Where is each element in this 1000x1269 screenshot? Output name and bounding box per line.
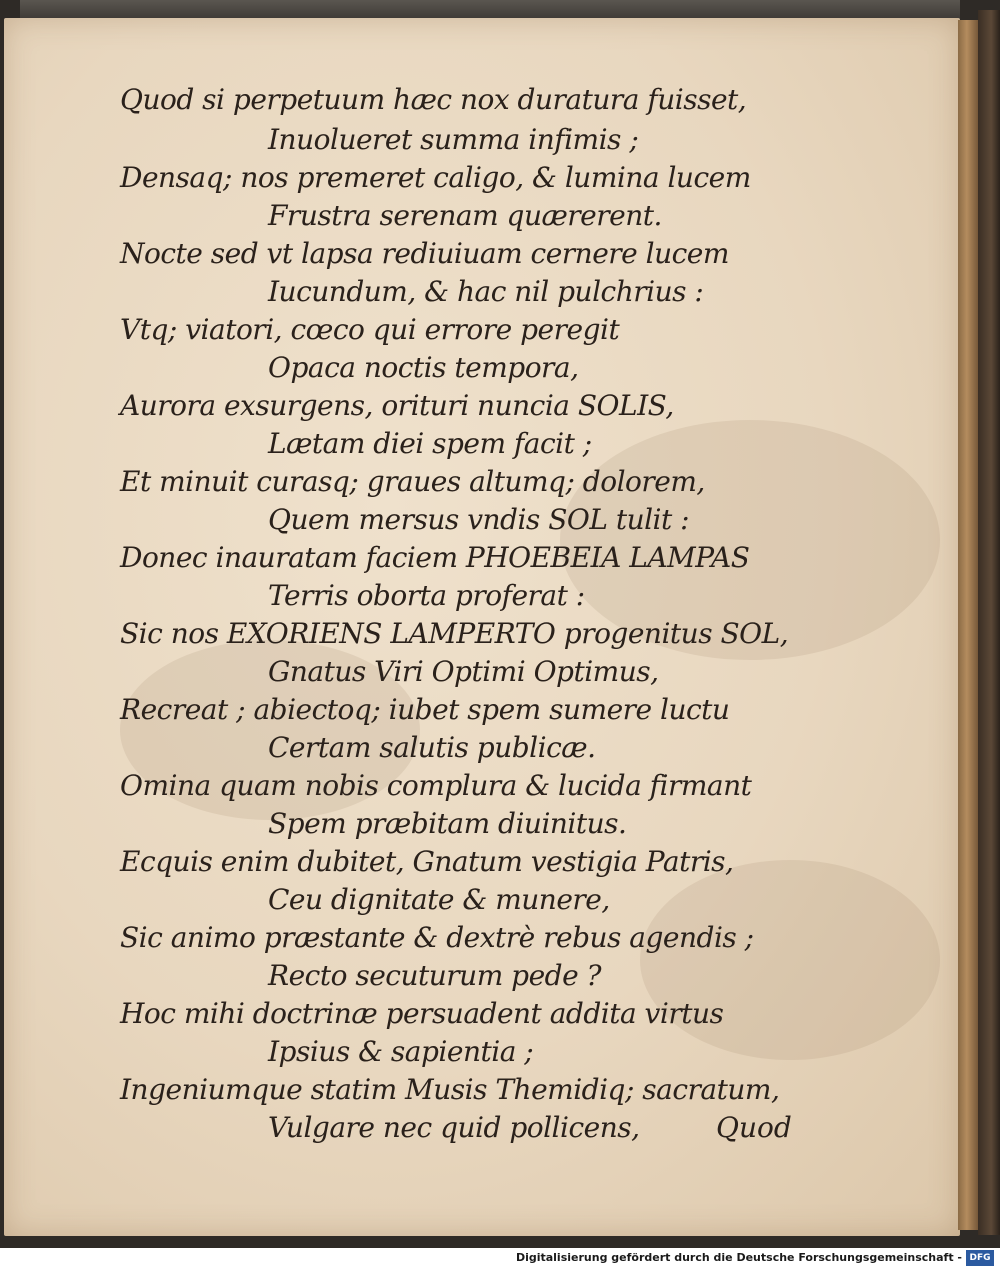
- verse-line: Aurora exsurgens, orituri nuncia SOLIS,: [120, 389, 674, 422]
- verse-line: Certam salutis publicæ.: [268, 731, 596, 764]
- verse-line: Recto secuturum pede ?: [268, 959, 602, 992]
- verse-line: Vulgare nec quid pollicens,: [268, 1111, 640, 1144]
- verse-line: Recreat ; abiectoq; iubet spem sumere luctu: [120, 693, 730, 726]
- verse-line: Omina quam nobis complura & lucida firmant: [120, 769, 752, 802]
- verse-line: Sic animo præstante & dextrè rebus agendis ;: [120, 921, 754, 954]
- verse-line: Quem mersus vndis SOL tulit :: [268, 503, 690, 536]
- verse-line: Gnatus Viri Optimi Optimus,: [268, 655, 659, 688]
- verse-line: Terris oborta proferat :: [268, 579, 585, 612]
- verse-line: Donec inauratam faciem PHOEBEIA LAMPAS: [120, 541, 750, 574]
- verse-line: Opaca noctis tempora,: [268, 351, 579, 384]
- verse-line: Sic nos EXORIENS LAMPERTO progenitus SOL,: [120, 617, 789, 650]
- catchword: Quod: [716, 1111, 792, 1144]
- verse-line: Quod si perpetuum hæc nox duratura fuisset,: [120, 83, 747, 116]
- verse-line: Ipsius & sapientia ;: [268, 1035, 534, 1068]
- verse-line: Ecquis enim dubitet, Gnatum vestigia Patris,: [120, 845, 734, 878]
- dfg-logo: DFG: [966, 1250, 994, 1266]
- verse-line: Hoc mihi doctrinæ persuadent addita virtus: [120, 997, 724, 1030]
- funding-credit: Digitalisierung gefördert durch die Deutsche Forschungsgemeinschaft -: [515, 1251, 962, 1264]
- verse-line: Densaq; nos premeret caligo, & lumina lucem: [120, 161, 751, 194]
- verse-line: Spem præbitam diuinitus.: [268, 807, 627, 840]
- verse-line: Frustra serenam quærerent.: [268, 199, 662, 232]
- verse-line: Vtq; viatori, cœco qui errore peregit: [120, 313, 620, 346]
- verse-line: Iucundum, & hac nil pulchrius :: [268, 275, 704, 308]
- verse-line: Inuolueret summa infimis ;: [268, 123, 639, 156]
- verse-line: Ceu dignitate & munere,: [268, 883, 610, 916]
- verse-line: Ingeniumque statim Musis Themidiq; sacratum,: [120, 1073, 780, 1106]
- verse-line: Nocte sed vt lapsa rediuiuam cernere lucem: [120, 237, 729, 270]
- digitization-footer: [0, 1248, 1000, 1269]
- verse-line: Et minuit curasq; graues altumq; dolorem,: [120, 465, 705, 498]
- verse-line: Lætam diei spem facit ;: [268, 427, 592, 460]
